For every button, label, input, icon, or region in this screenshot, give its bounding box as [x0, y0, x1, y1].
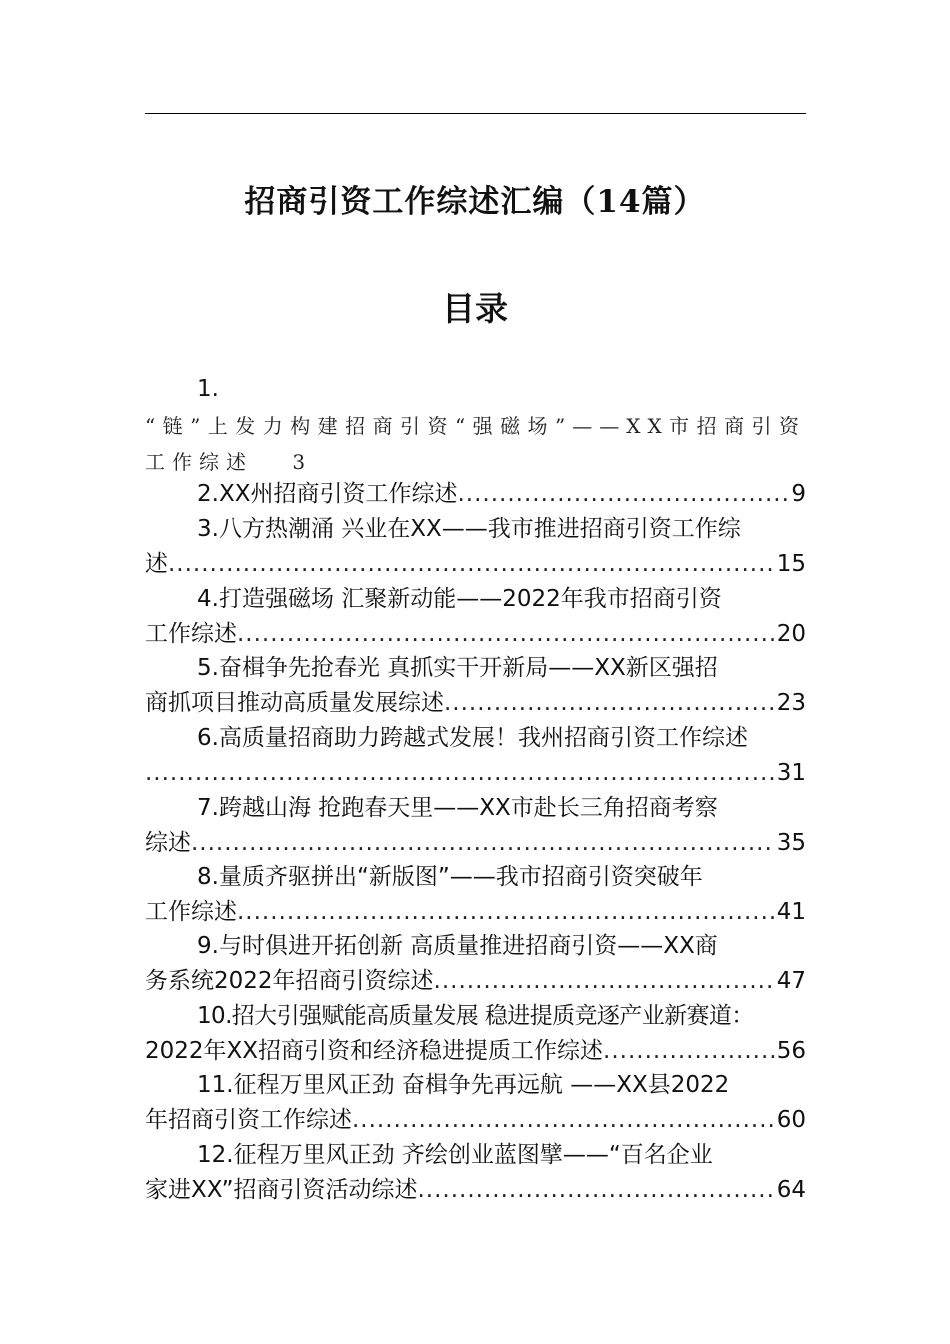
toc-entry-6-last[interactable]: [145, 757, 806, 789]
toc-entry-1-last: [145, 446, 806, 478]
toc-entry-6-title[interactable]: 6.高质量招商助力跨越式发展！我州招商引资工作综述: [197, 725, 748, 751]
toc-entry-10-page: 56: [776, 1038, 806, 1064]
toc-entry-9-title-cont: 务系统2022年招商引资综述: [145, 968, 434, 994]
toc-leader-dots: [237, 896, 775, 928]
toc-entry-12-page: 64: [776, 1177, 806, 1203]
toc-entry-12-title-cont: 家进XX”招商引资活动综述: [145, 1177, 418, 1203]
toc-entry-1-title-cont[interactable]: 工作综述: [145, 450, 253, 474]
toc-entry-3-title-cont: 述: [145, 551, 168, 577]
toc-entry-1-number[interactable]: 1.: [197, 376, 219, 402]
toc-entry-6-page: 31: [776, 760, 806, 786]
toc-entry-8-title-cont: 工作综述: [145, 899, 237, 925]
toc-entry-3-page: 15: [776, 551, 806, 577]
toc-entry-8-page: 41: [776, 899, 806, 925]
toc-entry-5-last[interactable]: [145, 687, 806, 719]
toc-entry-11-page: 60: [776, 1107, 806, 1133]
toc-leader-dots: [434, 965, 775, 997]
toc-entry-2-page: 9: [791, 481, 806, 507]
toc-entry-5-page: 23: [776, 690, 806, 716]
toc-leader-dots: [457, 478, 789, 510]
toc-entry-4-title[interactable]: 4.打造强磁场 汇聚新动能——2022年我市招商引资: [197, 586, 722, 612]
toc-leader-dots: [168, 548, 775, 580]
toc-entry-9-page: 47: [776, 968, 806, 994]
document-title: 招商引资工作综述汇编（14篇）: [244, 184, 706, 220]
toc-entry-1-title[interactable]: “链”上发力构建招商引资“强磁场”——XX市招商引资: [145, 414, 806, 438]
toc-entry-2[interactable]: [145, 478, 806, 510]
toc-leader-dots: [418, 1174, 775, 1206]
toc-entry-11-last[interactable]: [145, 1104, 806, 1136]
toc-entry-8-last[interactable]: [145, 896, 806, 928]
toc-entry-7-page: 35: [776, 830, 806, 856]
toc-entry-1-page[interactable]: 3: [292, 450, 306, 474]
toc-entry-7-last[interactable]: [145, 827, 806, 859]
toc-entry-2-title: 2.XX州招商引资工作综述: [197, 481, 458, 507]
toc-heading: 目录: [442, 289, 508, 328]
toc-entry-7-title-cont: 综述: [145, 830, 191, 856]
toc-entry-8-title[interactable]: 8.量质齐驱拼出“新版图”——我市招商引资突破年: [197, 864, 703, 890]
toc-leader-dots: [444, 687, 775, 719]
toc-entry-12-title[interactable]: 12.征程万里风正劲 齐绘创业蓝图擘——“百名企业: [197, 1142, 713, 1168]
toc-leader-dots: [145, 757, 775, 789]
toc-entry-3-title[interactable]: 3.八方热潮涌 兴业在XX——我市推进招商引资工作综: [197, 516, 741, 542]
toc-entry-5-title[interactable]: 5.奋楫争先抢春光 真抓实干开新局——XX新区强招: [197, 655, 718, 681]
toc-entry-10-last[interactable]: [145, 1035, 806, 1067]
toc-entry-3-last[interactable]: [145, 548, 806, 580]
toc-entry-5-title-cont: 商抓项目推动高质量发展综述: [145, 690, 444, 716]
header-rule: [145, 113, 806, 114]
toc-leader-dots: [352, 1104, 775, 1136]
toc-entry-12-last[interactable]: [145, 1174, 806, 1206]
toc-entry-4-page: 20: [776, 621, 806, 647]
toc-entry-7-title[interactable]: 7.跨越山海 抢跑春天里——XX市赴长三角招商考察: [197, 795, 718, 821]
toc-entry-11-title-cont: 年招商引资工作综述: [145, 1107, 352, 1133]
toc-entry-4-last[interactable]: [145, 618, 806, 650]
toc-leader-dots: [191, 827, 775, 859]
toc-leader-dots: [603, 1035, 775, 1067]
toc-entry-9-last[interactable]: [145, 965, 806, 997]
toc-entry-10-title[interactable]: 10.招大引强赋能高质量发展 稳进提质竞逐产业新赛道：: [197, 1003, 754, 1029]
toc-entry-10-title-cont: 2022年XX招商引资和经济稳进提质工作综述: [145, 1038, 604, 1064]
toc-entry-11-title[interactable]: 11.征程万里风正劲 奋楫争先再远航 ——XX县2022: [197, 1072, 730, 1098]
toc-leader-dots: [237, 618, 775, 650]
toc-entry-9-title[interactable]: 9.与时俱进开拓创新 高质量推进招商引资——XX商: [197, 933, 718, 959]
toc-entry-4-title-cont: 工作综述: [145, 621, 237, 647]
